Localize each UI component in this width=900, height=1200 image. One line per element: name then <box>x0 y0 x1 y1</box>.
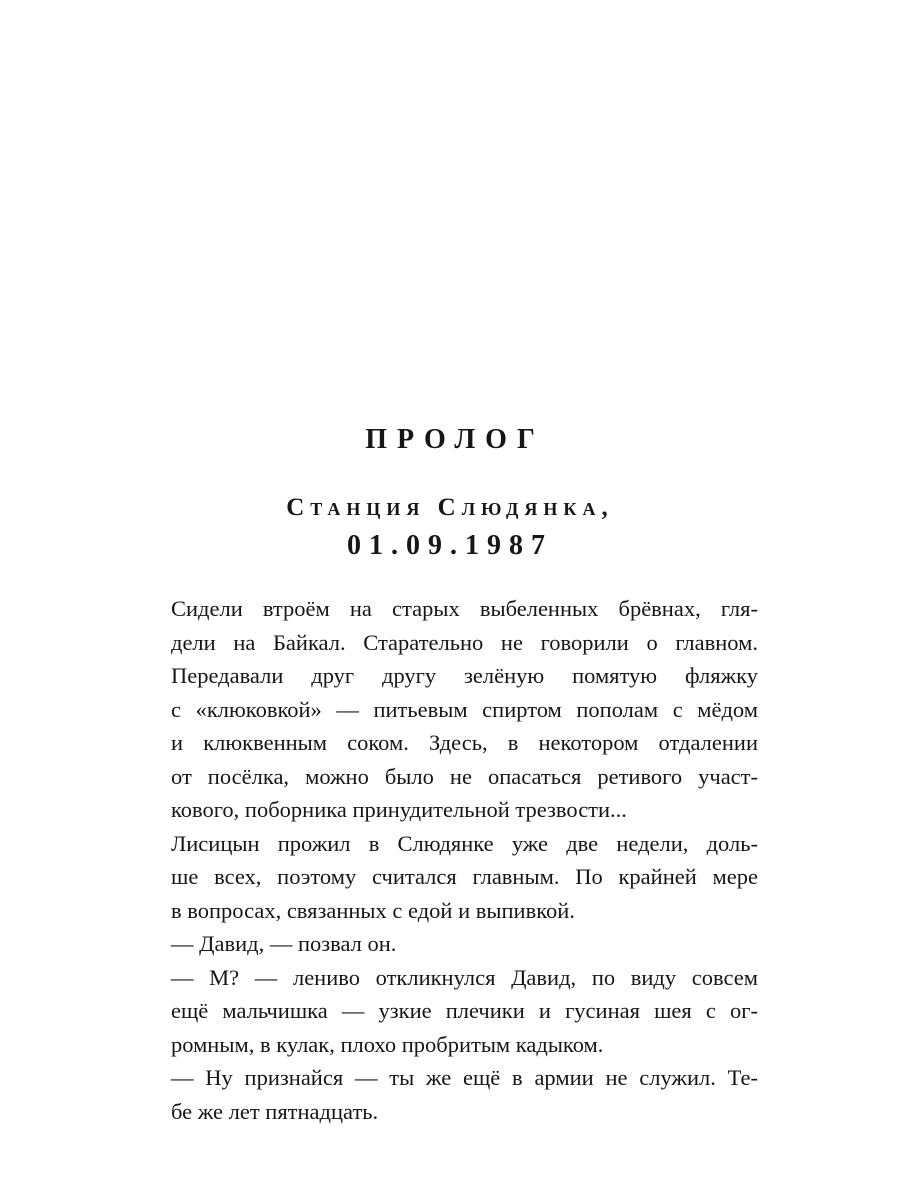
paragraph <box>143 961 758 1062</box>
text-line: — Ну признайся — ты же ещё в армии не служил. Те- <box>171 1065 758 1090</box>
subtitle-date: 01.09.1987 <box>347 530 553 561</box>
text-line: и клюквенным соком. Здесь, в некотором отдалении <box>171 730 758 755</box>
paragraph <box>143 927 758 961</box>
chapter-title: ПРОЛОГ <box>365 424 545 455</box>
text-line: ещё мальчишка — узкие плечики и гусиная шея с ог- <box>171 998 758 1023</box>
text-line: Лисицын прожил в Слюдянке уже две недели, доль- <box>171 830 758 856</box>
text-line: от посёлка, можно было не опасаться ретивого участ- <box>171 763 758 789</box>
text-line: с «клюковкой» — питьевым спиртом пополам с мёдом <box>171 696 758 722</box>
text-line: ромным, в кулак, плохо пробритым кадыком. <box>171 1031 604 1057</box>
text-line: кового, поборника принудительной трезвости... <box>171 797 627 822</box>
text-line: Сидели втроём на старых выбеленных брёвнах, гля- <box>171 596 758 621</box>
paragraph <box>143 592 758 827</box>
chapter-subtitle <box>0 489 900 565</box>
text-line: бе же лет пятнадцать. <box>171 1098 379 1124</box>
text-line: — Давид, — позвал он. <box>171 931 397 956</box>
text-line: — М? — лениво откликнулся Давид, по виду совсем <box>171 964 758 990</box>
paragraph <box>143 1061 758 1128</box>
text-line: ше всех, поэтому считался главным. По крайней мере <box>171 864 758 889</box>
paragraph <box>143 827 758 928</box>
text-line: дели на Байкал. Старательно не говорили о главном. <box>171 629 758 655</box>
text-line: в вопросах, связанных с едой и выпивкой. <box>171 897 575 923</box>
subtitle-location: Станция Слюдянка, <box>286 494 614 521</box>
body-text <box>143 592 758 1128</box>
text-line: Передавали друг другу зелёную помятую фляжку <box>171 663 758 688</box>
